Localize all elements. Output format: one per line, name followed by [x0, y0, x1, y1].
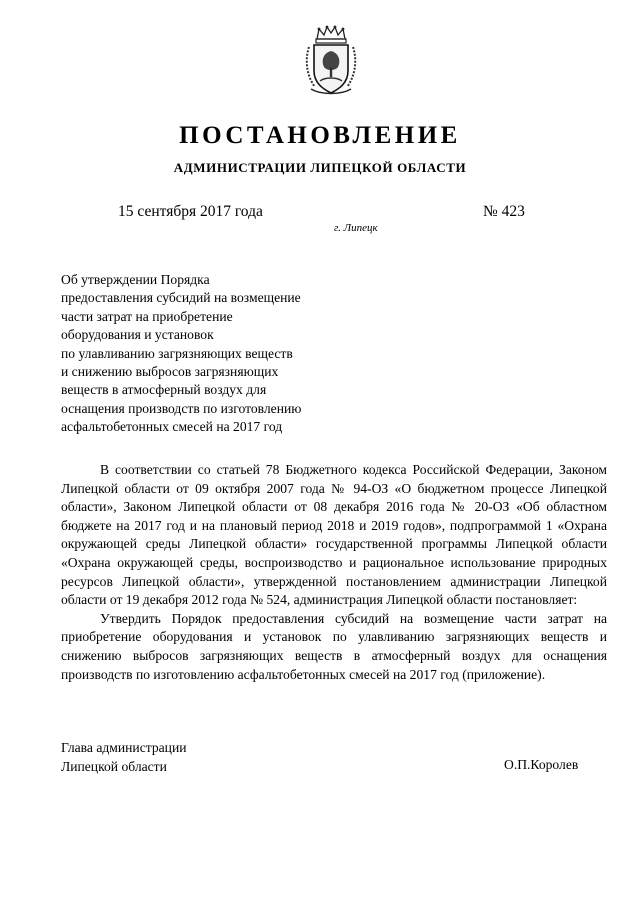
- subject-line: асфальтобетонных смесей на 2017 год: [61, 419, 283, 435]
- subject-line: части затрат на приобретение: [61, 308, 233, 324]
- subject-line: оборудования и установок: [61, 327, 214, 343]
- document-number: № 423: [483, 203, 525, 220]
- subject-line: и снижению выбросов загрязняющих: [61, 364, 279, 380]
- preamble-paragraph: В соответствии со статьей 78 Бюджетного кодекса Российской Федерации, Законом Липецкой области от 09 октября 2007 года № 94-ОЗ «О бюджетном процессе Липецкой области», Законом Липецкой области от 08 декабря 2016 года № 20-ОЗ «Об областном бюджете на 2017 год и на плановый период 2018 и 2019 годов», подпрограммой 1 «Охрана окружающей среды Липецкой области» государственной программы Липецкой области «Охрана окружающей среды, воспроизводство и рациональное использование природных ресурсов Липецкой области», утвержденной постановлением администрации Липецкой области от 19 декабря 2012 года № 524, администрация Липецкой области постановляет:: [61, 462, 607, 608]
- subject-line: по улавливанию загрязняющих веществ: [61, 345, 293, 361]
- subject-line: Об утверждении Порядка: [61, 272, 210, 287]
- signatory-position-line: Липецкой области: [61, 759, 167, 774]
- subject-line: предоставления субсидий на возмещение: [61, 290, 301, 306]
- subject-line: оснащения производств по изготовлению: [61, 400, 302, 416]
- document-city: г. Липецк: [334, 222, 378, 234]
- issuing-authority: АДМИНИСТРАЦИИ ЛИПЕЦКОЙ ОБЛАСТИ: [173, 160, 467, 175]
- document-subject: [61, 271, 361, 437]
- signatory-name: О.П.Королев: [504, 757, 579, 772]
- signatory-position: [61, 738, 187, 776]
- coat-of-arms-icon: [303, 25, 359, 97]
- subject-line: веществ в атмосферный воздух для: [61, 382, 267, 398]
- document-body: [61, 461, 607, 684]
- signatory-position-line: Глава администрации: [61, 740, 187, 755]
- document-title: ПОСТАНОВЛЕНИЕ: [179, 122, 461, 149]
- resolution-paragraph: Утвердить Порядок предоставления субсидий на возмещение части затрат на приобретение оборудования и установок по улавливанию загрязняющих веществ и снижению выбросов загрязняющих веществ в атмосферный воздух для оснащения производств по изготовлению асфальтобетонных смесей на 2017 год (приложение).: [61, 610, 607, 682]
- document-date: 15 сентября 2017 года: [118, 203, 263, 220]
